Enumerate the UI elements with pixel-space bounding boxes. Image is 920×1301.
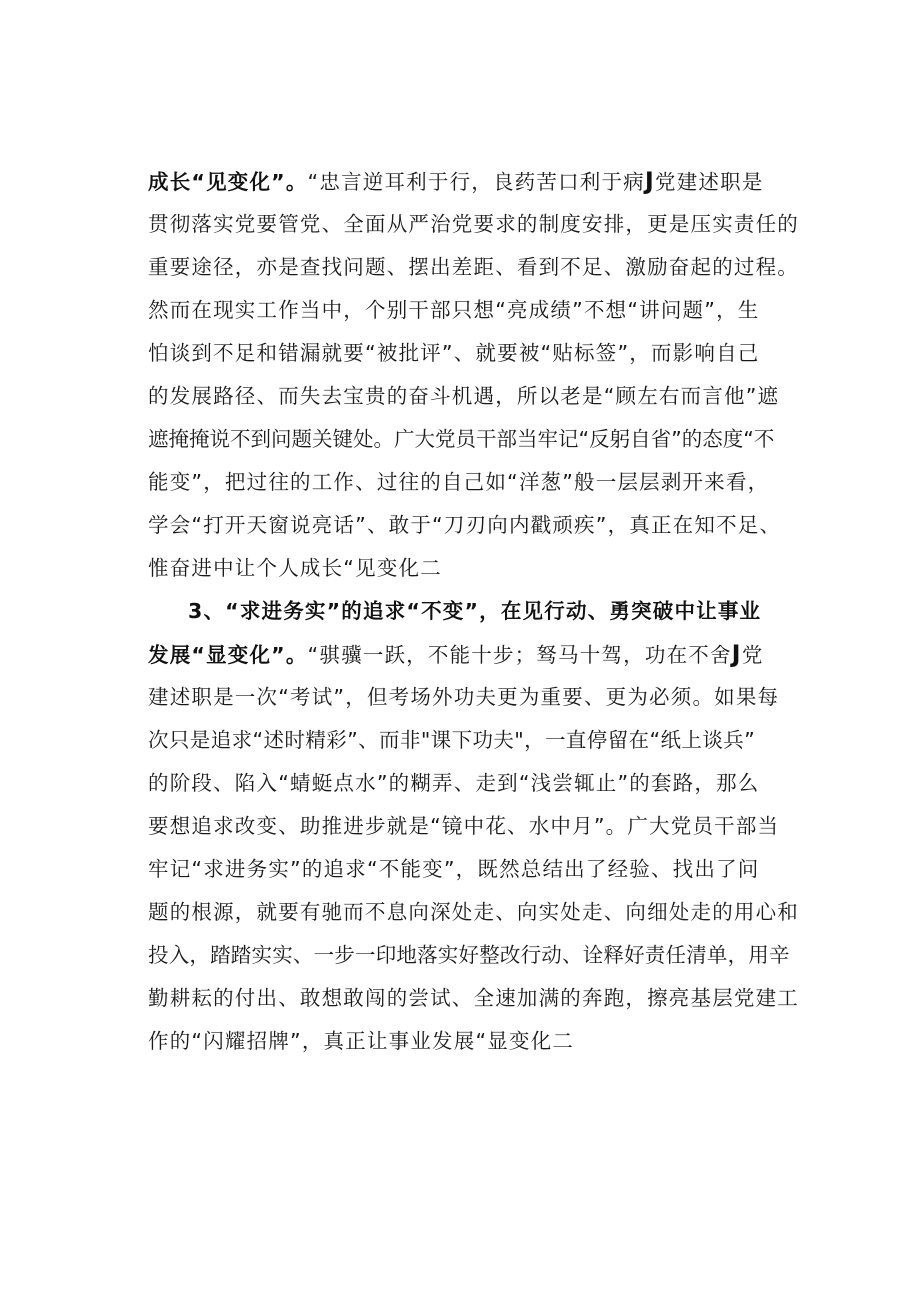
paragraph-line: 贯彻落实党要管党、全面从严治党要求的制度安排，更是压实责任的 [148, 212, 799, 236]
paragraph-line: 次只是追求“述时精彩”、而非"课下功夫"，一直停留在“纸上谈兵” [148, 728, 756, 752]
paragraph-line: 作的“闪耀招牌”，真正让事业发展“显变化二 [148, 1029, 575, 1053]
paragraph-line [148, 637, 828, 671]
paragraph-line: 惟奋进中让个人成长“见变化二 [148, 556, 442, 580]
paragraph-line: 怕谈到不足和错漏就要“被批评”、就要被“贴标签”，而影响自己 [148, 341, 760, 365]
paragraph-line: 牢记“求进务实”的追求“不能变”，既然总结出了经验、找出了问 [148, 857, 760, 881]
paragraph-line: 勤耕耘的付出、敢想敢闯的尝试、全速加满的奔跑，擦亮基层党建工 [148, 986, 799, 1010]
paragraph-line: 学会“打开天窗说亮话”、敢于“刀刃向内戳顽疾”，真正在知不足、 [148, 513, 782, 537]
line-tail: 党建述职是 [655, 170, 764, 194]
paragraph-line: 要想追求改变、助推进步就是“镜中花、水中月”。广大党员干部当 [148, 814, 780, 838]
ocr-glyph: J [644, 167, 656, 195]
paragraph-line: 题的根源，就要有驰而不息向深处走、向实处走、向细处走的用心和 [148, 900, 799, 924]
paragraph-line: 能变”，把过往的工作、过往的自己如“洋葱”般一层层剥开来看， [148, 470, 770, 494]
paragraph-line: 然而在现实工作当中，个别干部只想“亮成绩”不想“讲问题”，生 [148, 298, 760, 322]
paragraph-line [148, 164, 828, 198]
paragraph-line: 的发展路径、而失去宝贵的奋斗机遇，所以老是“顾左右而言他”遮 [148, 384, 780, 408]
paragraph-line: 建述职是一次“考试”，但考场外功夫更为重要、更为必须。如果每 [148, 685, 780, 709]
quote-text: “骐骥一跃，不能十步；驽马十驾，功在不舍 [307, 643, 732, 667]
paragraph-line: 遮掩掩说不到问题关键处。广大党员干部当牢记“反躬自省”的态度“不 [148, 427, 775, 451]
paragraph-line: 投入，踏踏实实、一步一印地落实好整改行动、诠释好责任清单，用辛 [148, 943, 790, 967]
line-tail: 党 [741, 643, 764, 667]
ocr-glyph: J [731, 640, 742, 668]
bold-phrase: 发展“显变化”。 [148, 643, 308, 667]
paragraph-line: 重要途径，亦是查找问题、摆出差距、看到不足、激励奋起的过程。 [148, 255, 799, 279]
quote-text: “忠言逆耳利于行，良药苦口利于病 [307, 170, 645, 194]
bold-phrase: 成长“见变化”。 [148, 170, 308, 194]
section-heading: 3、“求进务实”的追求“不变”，在见行动、勇突破中让事业 [188, 599, 762, 623]
paragraph-line: 的阶段、陷入“蜻蜓点水”的糊弄、走到“浅尝辄止”的套路，那么 [148, 771, 760, 795]
